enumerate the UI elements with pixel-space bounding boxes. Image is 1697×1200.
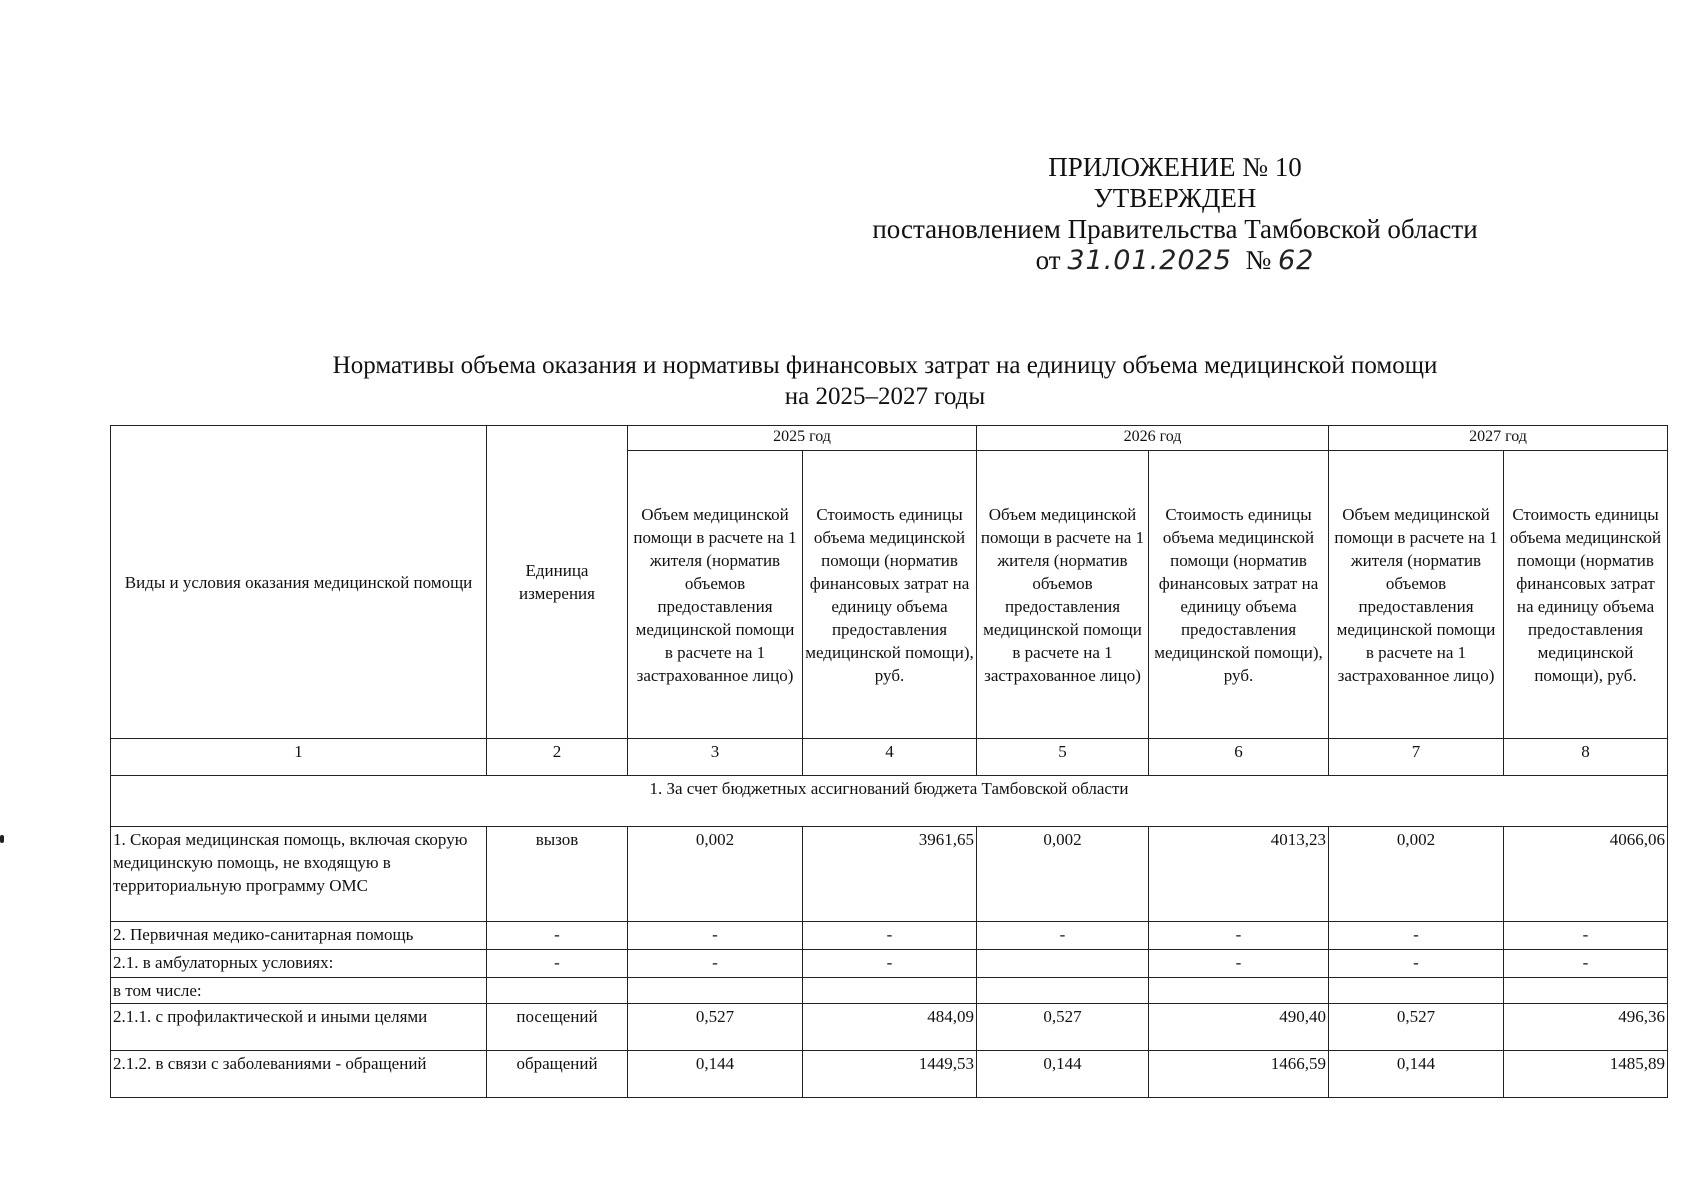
row-unit: вызов: [487, 827, 628, 922]
volume-2026: 0,144: [977, 1051, 1149, 1098]
header-kind: Виды и условия оказания медицинской помощи: [111, 426, 487, 739]
title-line-1: Нормативы объема оказания и нормативы финансовых затрат на единицу объема медицинской помощи: [332, 352, 1438, 379]
volume-2027: 0,002: [1329, 827, 1504, 922]
row-name: в том числе:: [111, 978, 487, 1004]
row-unit: -: [487, 922, 628, 950]
cost-2027: 4066,06: [1504, 827, 1668, 922]
header-row-years: [111, 426, 1668, 451]
column-number: 6: [1149, 739, 1329, 776]
approval-block: [820, 152, 1530, 276]
column-numbers-row: [111, 739, 1668, 776]
row-name: 2.1.1. с профилактической и иными целями: [111, 1004, 487, 1051]
row-unit: [487, 978, 628, 1004]
cost-2025: 3961,65: [803, 827, 977, 922]
volume-2026: 0,527: [977, 1004, 1149, 1051]
row-name: 2. Первичная медико-санитарная помощь: [111, 922, 487, 950]
volume-2025: 0,527: [628, 1004, 803, 1051]
volume-2027: 0,527: [1329, 1004, 1504, 1051]
cost-2025: -: [803, 950, 977, 978]
cost-2026: -: [1149, 922, 1329, 950]
norms-table: [110, 425, 1668, 1098]
column-number: 1: [111, 739, 487, 776]
header-unit: Единица измерения: [487, 426, 628, 739]
title-line-2: на 2025–2027 годы: [784, 383, 986, 410]
table-row: [111, 978, 1668, 1004]
section-row: [111, 776, 1668, 827]
table-row: [111, 922, 1668, 950]
volume-2027: 0,144: [1329, 1051, 1504, 1098]
cost-2027: [1504, 978, 1668, 1004]
cost-2027: 1485,89: [1504, 1051, 1668, 1098]
volume-2027: [1329, 978, 1504, 1004]
column-number: 8: [1504, 739, 1668, 776]
header-volume-2026: Объем медицинской помощи в расчете на 1 жителя (норматив объемов предоставления медицинской помощи в расчете на 1 застрахованное лицо): [977, 451, 1149, 739]
volume-2026: 0,002: [977, 827, 1149, 922]
header-cost-2027: Стоимость единицы объема медицинской помощи (норматив финансовых затрат на единицу объема предоставления медицинской помощи), руб.: [1504, 451, 1668, 739]
approval-date-line: [820, 245, 1530, 276]
volume-2025: [628, 978, 803, 1004]
column-number: 4: [803, 739, 977, 776]
cost-2025: [803, 978, 977, 1004]
row-unit: -: [487, 950, 628, 978]
cost-2027: -: [1504, 922, 1668, 950]
row-name: 2.1. в амбулаторных условиях:: [111, 950, 487, 978]
cost-2026: -: [1149, 950, 1329, 978]
approved-by: постановлением Правительства Тамбовской области: [872, 214, 1478, 244]
row-name: 2.1.2. в связи с заболеваниями - обращений: [111, 1051, 487, 1098]
header-year-2026: 2026 год: [977, 426, 1329, 451]
scan-mark: [0, 835, 4, 843]
cost-2025: 484,09: [803, 1004, 977, 1051]
column-number: 5: [977, 739, 1149, 776]
table-row: [111, 950, 1668, 978]
number-prefix: №: [1245, 245, 1272, 275]
row-unit: посещений: [487, 1004, 628, 1051]
cost-2025: 1449,53: [803, 1051, 977, 1098]
table-row: [111, 1051, 1668, 1098]
table-row: [111, 1004, 1668, 1051]
cost-2026: [1149, 978, 1329, 1004]
cost-2026: 490,40: [1149, 1004, 1329, 1051]
volume-2025: 0,002: [628, 827, 803, 922]
volume-2026: [977, 950, 1149, 978]
header-volume-2025: Объем медицинской помощи в расчете на 1 жителя (норматив объемов предоставления медицинской помощи в расчете на 1 застрахованное лицо): [628, 451, 803, 739]
volume-2025: 0,144: [628, 1051, 803, 1098]
header-cost-2025: Стоимость единицы объема медицинской помощи (норматив финансовых затрат на единицу объема предоставления медицинской помощи), руб.: [803, 451, 977, 739]
volume-2027: -: [1329, 950, 1504, 978]
column-number: 2: [487, 739, 628, 776]
header-year-2027: 2027 год: [1329, 426, 1668, 451]
cost-2026: 4013,23: [1149, 827, 1329, 922]
volume-2027: -: [1329, 922, 1504, 950]
volume-2026: [977, 978, 1149, 1004]
header-volume-2027: Объем медицинской помощи в расчете на 1 жителя (норматив объемов предоставления медицинской помощи в расчете на 1 застрахованное лицо): [1329, 451, 1504, 739]
cost-2025: -: [803, 922, 977, 950]
document-title: [230, 350, 1540, 412]
row-unit: обращений: [487, 1051, 628, 1098]
table-row: [111, 827, 1668, 922]
date-prefix: от: [1035, 245, 1061, 275]
section-title: 1. За счет бюджетных ассигнований бюджета Тамбовской области: [111, 776, 1668, 827]
volume-2025: -: [628, 950, 803, 978]
approved-label: УТВЕРЖДЕН: [1093, 183, 1257, 213]
volume-2026: -: [977, 922, 1149, 950]
appendix-number: ПРИЛОЖЕНИЕ № 10: [1048, 152, 1302, 182]
header-year-2025: 2025 год: [628, 426, 977, 451]
handwritten-number: 62: [1277, 245, 1315, 276]
column-number: 7: [1329, 739, 1504, 776]
column-number: 3: [628, 739, 803, 776]
cost-2027: -: [1504, 950, 1668, 978]
row-name: 1. Скорая медицинская помощь, включая скорую медицинскую помощь, не входящую в территориальную программу ОМС: [111, 827, 487, 922]
cost-2026: 1466,59: [1149, 1051, 1329, 1098]
handwritten-date: 31.01.2025: [1067, 245, 1232, 276]
header-cost-2026: Стоимость единицы объема медицинской помощи (норматив финансовых затрат на единицу объема предоставления медицинской помощи), руб.: [1149, 451, 1329, 739]
cost-2027: 496,36: [1504, 1004, 1668, 1051]
volume-2025: -: [628, 922, 803, 950]
